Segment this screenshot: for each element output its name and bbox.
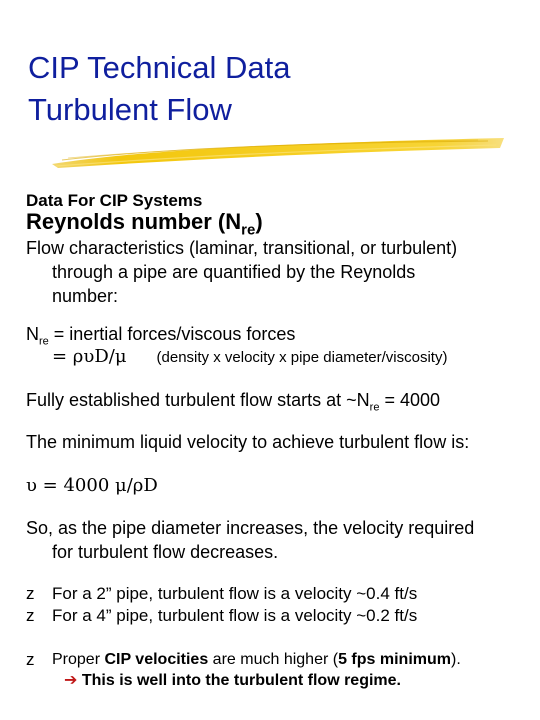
diameter-paragraph xyxy=(26,516,474,564)
velocity-equation: υ = 4000 μ/ρD xyxy=(26,475,158,496)
turb-sub: re xyxy=(369,401,380,414)
reynolds-heading-text: Reynolds number (N xyxy=(26,209,242,234)
section-subtitle: Data For CIP Systems xyxy=(26,191,203,210)
b3-b: CIP velocities xyxy=(104,651,209,668)
reynolds-formula: = ρυD/μ xyxy=(52,346,127,367)
b3-e: ). xyxy=(450,651,461,668)
bullet-marker: z xyxy=(26,584,35,603)
bullet-2-inch: For a 2” pipe, turbulent flow is a velocity ~0.4 ft/s xyxy=(52,584,418,603)
reynolds-heading-close: ) xyxy=(255,209,263,234)
reynolds-heading-sub: re xyxy=(241,221,256,239)
bullet-marker: z xyxy=(26,650,35,669)
brush-stroke-divider xyxy=(48,134,508,174)
b3-a: Proper xyxy=(52,651,105,668)
intro-line-3: number: xyxy=(52,286,119,306)
formula-note: (density x velocity x pipe diameter/viscosity) xyxy=(156,349,448,366)
so-line-2: for turbulent flow decreases. xyxy=(52,542,279,562)
arrow-right-icon: ➔ xyxy=(64,672,78,689)
bullet-marker: z xyxy=(26,606,35,625)
equation-line-2 xyxy=(52,344,447,370)
so-line-1: So, as the pipe diameter increases, the velocity required xyxy=(26,518,475,538)
turbulent-regime-note xyxy=(64,670,401,690)
min-velocity-text: The minimum liquid velocity to achieve turbulent flow is: xyxy=(26,432,470,452)
intro-line-1: Flow characteristics (laminar, transitional, or turbulent) xyxy=(26,238,458,258)
b3-c: are much higher ( xyxy=(208,651,339,668)
eq1-lhs: N xyxy=(26,324,39,344)
intro-line-2: through a pipe are quantified by the Reynolds xyxy=(52,262,416,282)
turbulence-threshold xyxy=(26,388,440,420)
eq1-rhs: = inertial forces/viscous forces xyxy=(48,324,296,344)
turb-end: = 4000 xyxy=(379,390,441,410)
bullet-4-inch: For a 4” pipe, turbulent flow is a velocity ~0.2 ft/s xyxy=(52,606,418,625)
turb-start: Fully established turbulent flow starts at ~N xyxy=(26,390,370,410)
reynolds-heading xyxy=(26,209,263,238)
b3-d: 5 fps minimum xyxy=(338,651,451,668)
eq1-sub: re xyxy=(39,335,49,348)
regime-text: This is well into the turbulent flow regime. xyxy=(81,672,401,689)
slide-subtitle-title: Turbulent Flow xyxy=(28,92,232,127)
slide-title: CIP Technical Data xyxy=(28,50,291,85)
bullet-cip-velocities xyxy=(52,651,461,669)
intro-paragraph xyxy=(26,236,457,308)
